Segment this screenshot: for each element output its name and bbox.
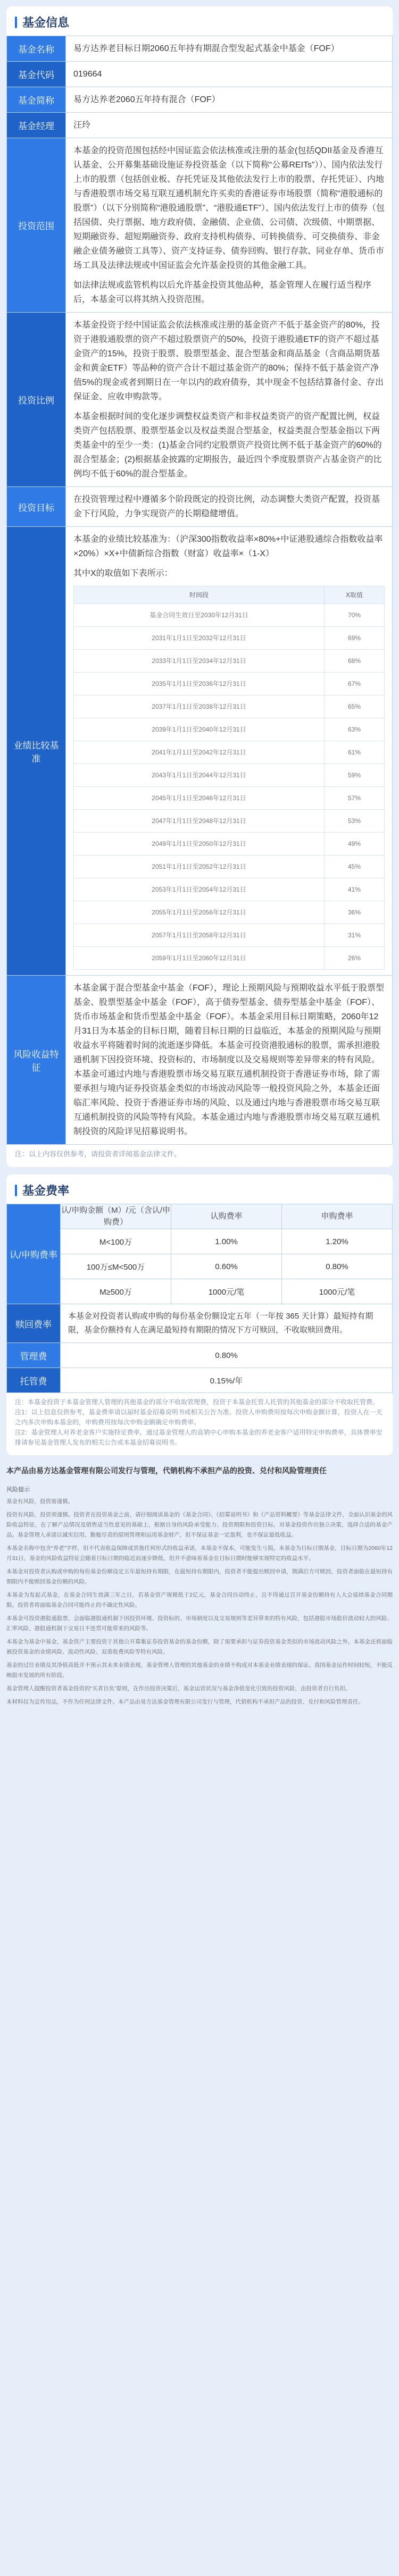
- label-benchmark: 业绩比较基准: [7, 527, 66, 976]
- row-investment-ratio: [7, 313, 393, 487]
- benchmark-row: [74, 695, 385, 718]
- row-management-fee: [7, 1343, 393, 1368]
- value-redemption-fee: 本基金对投资者认购或申购的每份基金份额设定五年（一年按 365 天计算）最短持有期限，基金份额持有人在满足最短持有期限的情况下方可赎回，不收取赎回费用。: [61, 1304, 393, 1343]
- row-risk-return: [7, 976, 393, 1145]
- benchmark-x-value: 41%: [325, 878, 385, 901]
- fee-amount: 100万≤M<500万: [61, 1254, 171, 1279]
- benchmark-table-intro: 其中X的取值如下表所示：: [73, 569, 173, 578]
- value-benchmark: [66, 527, 393, 976]
- risk-paragraph: 本基金为发起式基金，在基金合同生效满三年之日，若基金资产规模低于2亿元，基金合同自动终止，且不得通过召开基金份额持有人大会延续基金合同期限。投资者将面临基金合同可能终止的不确定性风险。: [6, 1592, 393, 1608]
- label-risk-return: 风险收益特征: [7, 976, 66, 1145]
- column-header-period: 时间段: [74, 586, 325, 604]
- benchmark-x-value: 26%: [325, 947, 385, 970]
- row-fund-name: [7, 36, 393, 62]
- benchmark-x-value: 63%: [325, 718, 385, 741]
- benchmark-row: [74, 833, 385, 855]
- benchmark-x-value: 69%: [325, 627, 385, 650]
- fee-note: 注：本基金投资于本基金管理人管理的其他基金的部分不收取管理费，投资于本基金托管人托管的其他基金的部分不收取托管费。: [15, 1398, 379, 1406]
- value-risk-return: 本基金属于混合型基金中基金（FOF），理论上预期风险与预期收益水平低于股票型基金、股票型基金中基金（FOF），高于债券型基金、债券型基金中基金（FOF）、货币市场基金和货币型基金中基金（FOF）。本基金采用目标日期策略，2060年12月31日为本基金的目标日期，随着目标日期的日益临近，本基金的预期风险与预期收益水平将随着时间的流逝逐步降低。本基金可投资港股通标的股票，需承担港股通机制下因投资环境、投资标的、市场制度以及交易规则等差异带来的特有风险。本基金可通过内地与香港股票市场交易互联互通机制投资于香港证券市场，除了需要承担与境内证券投资基金类似的市场波动风险等一般投资风险之外，本基金还面临汇率风险、投资于香港证券市场的风险、以及通过内地与香港股票市场交易互联互通机制投资的风险等特有风险。本基金通过内地与香港股票市场交易互联互通机制投资的风险详见招募说明书。: [66, 976, 393, 1145]
- benchmark-row: [74, 810, 385, 833]
- row-fund-manager: [7, 113, 393, 138]
- benchmark-x-value: 31%: [325, 924, 385, 947]
- row-fund-code: [7, 62, 393, 87]
- risk-paragraph: 本基金名称中包含“养老”字样，但不代表收益保障或其他任何形式的收益承诺，本基金不保本，可能发生亏损。本基金为目标日期基金，目标日期为2060年12月31日，基金的风险收益特征会随着目标日期的临近而逐步降低，但并不意味着基金在目标日期时能够实现特定的收益水平。: [6, 1545, 393, 1562]
- column-header-purchase: 申购费率: [282, 1204, 393, 1229]
- ratio-paragraph-1: 本基金投资于经中国证监会依法核准或注册的基金资产不低于基金资产的80%，投资于港股通股票的资产不超过股票资产的50%，投资于港股通ETF的资产不超过基金资产的15%，投资于股票、股票型基金、混合型基金和商品基金（含商品期货基金和黄金ETF）等品种的资产合计不超过基金资产的80%；保持不低于基金资产净值5%的现金或者到期日在一年以内的政府债券，其中现金不包括结算备付金、存出保证金、应收申购款等。: [73, 321, 384, 401]
- benchmark-row: [74, 878, 385, 901]
- row-benchmark: [7, 527, 393, 976]
- benchmark-x-value: 53%: [325, 810, 385, 833]
- benchmark-period: 2059年1月1日至2060年12月31日: [74, 947, 325, 970]
- benchmark-formula: 本基金的业绩比较基准为：（沪深300指数收益率×80%+中证港股通综合指数收益率×20%）×X+中债新综合指数（财富）收益率×（1-X）: [73, 535, 383, 558]
- section-accent-bar: [15, 16, 17, 28]
- fee-row: [7, 1254, 393, 1279]
- benchmark-x-value: 59%: [325, 764, 385, 787]
- value-investment-goal: 在投资管理过程中遵循多个阶段既定的投资比例，动态调整大类资产配置，投资基金下行风险，力争实现资产的长期稳健增值。: [66, 487, 393, 527]
- benchmark-x-value: 68%: [325, 650, 385, 673]
- value-custody-fee: 0.15%/年: [61, 1368, 393, 1393]
- fee-table: [6, 1204, 393, 1393]
- benchmark-period: 2041年1月1日至2042年12月31日: [74, 741, 325, 764]
- benchmark-row: [74, 741, 385, 764]
- fee-header: [6, 1174, 393, 1204]
- benchmark-period: 2033年1月1日至2034年12月31日: [74, 650, 325, 673]
- fee-notes: [6, 1393, 393, 1455]
- benchmark-x-table-body: [74, 604, 385, 970]
- benchmark-period: 2039年1月1日至2040年12月31日: [74, 718, 325, 741]
- row-fund-short-name: [7, 87, 393, 113]
- section-title: 基金信息: [22, 16, 70, 29]
- risk-paragraph: 基金管理人提醒投资者基金投资的“买者自负”原则，在作出投资决策后，基金运营状况与基金净值变化引致的投资风险，由投资者自行负担。: [6, 1685, 351, 1692]
- scope-paragraph-2: 如法律法规或监管机构以后允许基金投资其他品种，基金管理人在履行适当程序后，本基金可以将其纳入投资范围。: [73, 281, 372, 304]
- risk-warning-title: 风险提示: [6, 1487, 30, 1493]
- label-investment-scope: 投资范围: [7, 138, 66, 313]
- benchmark-row: [74, 787, 385, 810]
- risk-paragraph: 本基金对投资者认购或申购的每份基金份额设定五年最短持有期限，在最短持有期限内，投资者不能提出赎回申请，期满后方可赎回，投资者面临在最短持有期限内不能赎回基金份额的风险。: [6, 1568, 393, 1585]
- fund-info-header: [6, 6, 393, 36]
- risk-paragraph: 本材料仅为宣传用品，不作为任何法律文件。本产品由易方达基金管理有限公司发行与管理，代销机构不承担产品的投资、兑付和风险管理责任。: [6, 1699, 364, 1705]
- fund-info-table: [6, 36, 393, 1145]
- fee-row: [7, 1279, 393, 1304]
- label-investment-goal: 投资目标: [7, 487, 66, 527]
- benchmark-period: 2051年1月1日至2052年12月31日: [74, 855, 325, 878]
- value-fund-code: 019664: [66, 62, 393, 87]
- risk-paragraph: 本基金为基金中基金，基金资产主要投资于其他公开募集证券投资基金的基金份额，除了需要承担与证券投资基金类似的市场波动风险之外，本基金还将面临被投资基金的业绩风险、流动性风险、双重收费风险等特有风险。: [6, 1639, 393, 1655]
- label-redemption-fee: 赎回费率: [7, 1304, 61, 1343]
- row-investment-goal: [7, 487, 393, 527]
- column-header-subscription: 认购费率: [171, 1204, 282, 1229]
- benchmark-row: [74, 650, 385, 673]
- section-title: 基金费率: [22, 1184, 70, 1197]
- benchmark-row: [74, 855, 385, 878]
- fee-header-row: [7, 1204, 393, 1229]
- benchmark-row: [74, 627, 385, 650]
- benchmark-x-value: 36%: [325, 901, 385, 924]
- risk-paragraph: 基金的过往业绩及其净值高低并不预示其未来业绩表现，基金管理人管理的其他基金的业绩不构成对本基金业绩表现的保证。我国基金运作时间较短，不能反映股市发展的所有阶段。: [6, 1662, 393, 1679]
- benchmark-period: 2043年1月1日至2044年12月31日: [74, 764, 325, 787]
- value-investment-ratio: [66, 313, 393, 487]
- benchmark-row: [74, 764, 385, 787]
- info-footnote: 注：以上内容仅供参考，请投资者详阅基金法律文件。: [15, 1150, 181, 1158]
- label-fund-code: 基金代码: [7, 62, 66, 87]
- fee-subscription-rate: 0.60%: [171, 1254, 282, 1279]
- benchmark-x-value: 49%: [325, 833, 385, 855]
- benchmark-row: [74, 901, 385, 924]
- label-investment-ratio: 投资比例: [7, 313, 66, 487]
- risk-paragraph: 基金有风险，投资需谨慎。: [6, 1498, 73, 1505]
- fee-purchase-rate: 0.80%: [282, 1254, 393, 1279]
- label-management-fee: 管理费: [7, 1343, 61, 1368]
- value-fund-manager: 汪玲: [66, 113, 393, 138]
- fee-note: 注2：基金管理人对养老金客户实施特定费率，通过基金管理人的直销中心申购本基金的养老金客户适用特定申购费率，具体费率安排请参见基金管理人发布的相关公告或本基金招募说明书。: [15, 1429, 383, 1446]
- benchmark-period: 2047年1月1日至2048年12月31日: [74, 810, 325, 833]
- row-investment-scope: [7, 138, 393, 313]
- benchmark-x-table: [73, 586, 385, 970]
- benchmark-row: [74, 718, 385, 741]
- benchmark-period: 基金合同生效日至2030年12月31日: [74, 604, 325, 627]
- value-management-fee: 0.80%: [61, 1343, 393, 1368]
- benchmark-period: 2045年1月1日至2046年12月31日: [74, 787, 325, 810]
- benchmark-row: [74, 604, 385, 627]
- label-fund-name: 基金名称: [7, 36, 66, 62]
- label-fund-manager: 基金经理: [7, 113, 66, 138]
- risk-paragraph: 投资有风险，投资须谨慎。投资者在投资基金之前，请仔细阅读基金的《基金合同》、《招募说明书》和《产品资料概要》等基金法律文件，全面认识基金的风险收益特征，在了解产品情况及销售适当性意见的基础上，根据自身的风险承受能力、投资期限和投资目标，对基金投资作出独立决策，选择合适的基金产品。基金管理人承诺以诚实信用、勤勉尽责的原则管理和运用基金财产，但不保证基金一定盈利，也不保证最低收益。: [6, 1512, 393, 1538]
- fee-amount: M≥500万: [61, 1279, 171, 1304]
- benchmark-period: 2053年1月1日至2054年12月31日: [74, 878, 325, 901]
- fee-purchase-rate: 1000元/笔: [282, 1279, 393, 1304]
- ratio-paragraph-2: 本基金根据时间的变化逐步调整权益类资产和非权益类资产的资产配置比例，权益类资产包括股票、股票型基金以及权益类混合型基金，权益类混合型基金指以下两类基金中的至少一类：(1)基金合同约定股票资产投资比例不低于基金资产的60%的混合型基金；(2)根据基金披露的定期报告，最近四个季度股票资产占基金资产的比例均不低于60%的混合型基金。: [73, 412, 382, 479]
- fee-note: 注1：以上信息仅供参考，基金费率请以届时基金招募说明书或相关公告为准。投资人申购费用按每次申购金额计算，投资人在一天之内多次申购本基金的，申购费用按每次申购金额确定申购费率。: [15, 1408, 383, 1426]
- benchmark-period: 2035年1月1日至2036年12月31日: [74, 673, 325, 695]
- label-subscription-fee: 认/申购费率: [7, 1204, 61, 1304]
- value-fund-short-name: 易方达养老2060五年持有混合（FOF）: [66, 87, 393, 113]
- label-custody-fee: 托管费: [7, 1368, 61, 1393]
- benchmark-row: [74, 924, 385, 947]
- fee-card: [6, 1174, 393, 1455]
- fee-amount: M<100万: [61, 1229, 171, 1254]
- label-fund-short-name: 基金简称: [7, 87, 66, 113]
- row-custody-fee: [7, 1368, 393, 1393]
- benchmark-x-value: 57%: [325, 787, 385, 810]
- fee-subscription-rate: 1000元/笔: [171, 1279, 282, 1304]
- fee-row: [7, 1229, 393, 1254]
- benchmark-x-value: 45%: [325, 855, 385, 878]
- column-header-amount: 认/申购金额（M）/元（含认/申购费）: [61, 1204, 171, 1229]
- benchmark-period: 2057年1月1日至2058年12月31日: [74, 924, 325, 947]
- fee-subscription-rate: 1.00%: [171, 1229, 282, 1254]
- risk-paragraph: 本基金可投资港股通股票，会面临港股通机制下因投资环境、投资标的、市场制度以及交易规则等差异带来的特有风险，包括港股市场股价波动较大的风险、汇率风险、港股通机制下交易日不连贯可能带来的风险等。: [6, 1615, 393, 1632]
- value-investment-scope: [66, 138, 393, 313]
- benchmark-row: [74, 947, 385, 970]
- section-accent-bar: [15, 1185, 17, 1196]
- column-header-x: X取值: [325, 586, 385, 604]
- benchmark-x-value: 70%: [325, 604, 385, 627]
- fund-info-card: [6, 6, 393, 1167]
- benchmark-period: 2049年1月1日至2050年12月31日: [74, 833, 325, 855]
- disclaimer-section: [0, 1455, 399, 1707]
- row-redemption-fee: [7, 1304, 393, 1343]
- benchmark-x-value: 67%: [325, 673, 385, 695]
- scope-paragraph-1: 本基金的投资范围包括经中国证监会依法核准或注册的基金(包括QDII基金及香港互认基金、公开募集基础设施证券投资基金（以下简称“公募REITs”））、国内依法发行上市的股票（包括创业板、存托凭证及其他依法发行上市的股票、存托凭证）、内地与香港股票市场交易互联互通机制允许买卖的香港证券市场股票（简称“港股通标的股票”）（以下分别简称“港股通股票”、“港股通ETF”）、国内依法发行上市的债券（包括国债、央行票据、地方政府债、金融债、企业债、公司债、次级债、中期票据、短期融资券、超短期融资券、政府支持机构债券、可转换债券、可交换债券、非金融企业债务融资工具等）、资产支持证券、债券回购、银行存款、同业存单、货币市场工具及法律法规或中国证监会允许基金投资的其他金融工具。: [73, 146, 385, 270]
- benchmark-x-value: 65%: [325, 695, 385, 718]
- fee-purchase-rate: 1.20%: [282, 1229, 393, 1254]
- benchmark-period: 2031年1月1日至2032年12月31日: [74, 627, 325, 650]
- value-fund-name: 易方达养老目标日期2060五年持有期混合型发起式基金中基金（FOF）: [66, 36, 393, 62]
- disclaimer-headline: 本产品由易方达基金管理有限公司发行与管理，代销机构不承担产品的投资、兑付和风险管理责任: [6, 1466, 327, 1475]
- benchmark-row: [74, 673, 385, 695]
- benchmark-x-value: 61%: [325, 741, 385, 764]
- benchmark-period: 2055年1月1日至2056年12月31日: [74, 901, 325, 924]
- benchmark-period: 2037年1月1日至2038年12月31日: [74, 695, 325, 718]
